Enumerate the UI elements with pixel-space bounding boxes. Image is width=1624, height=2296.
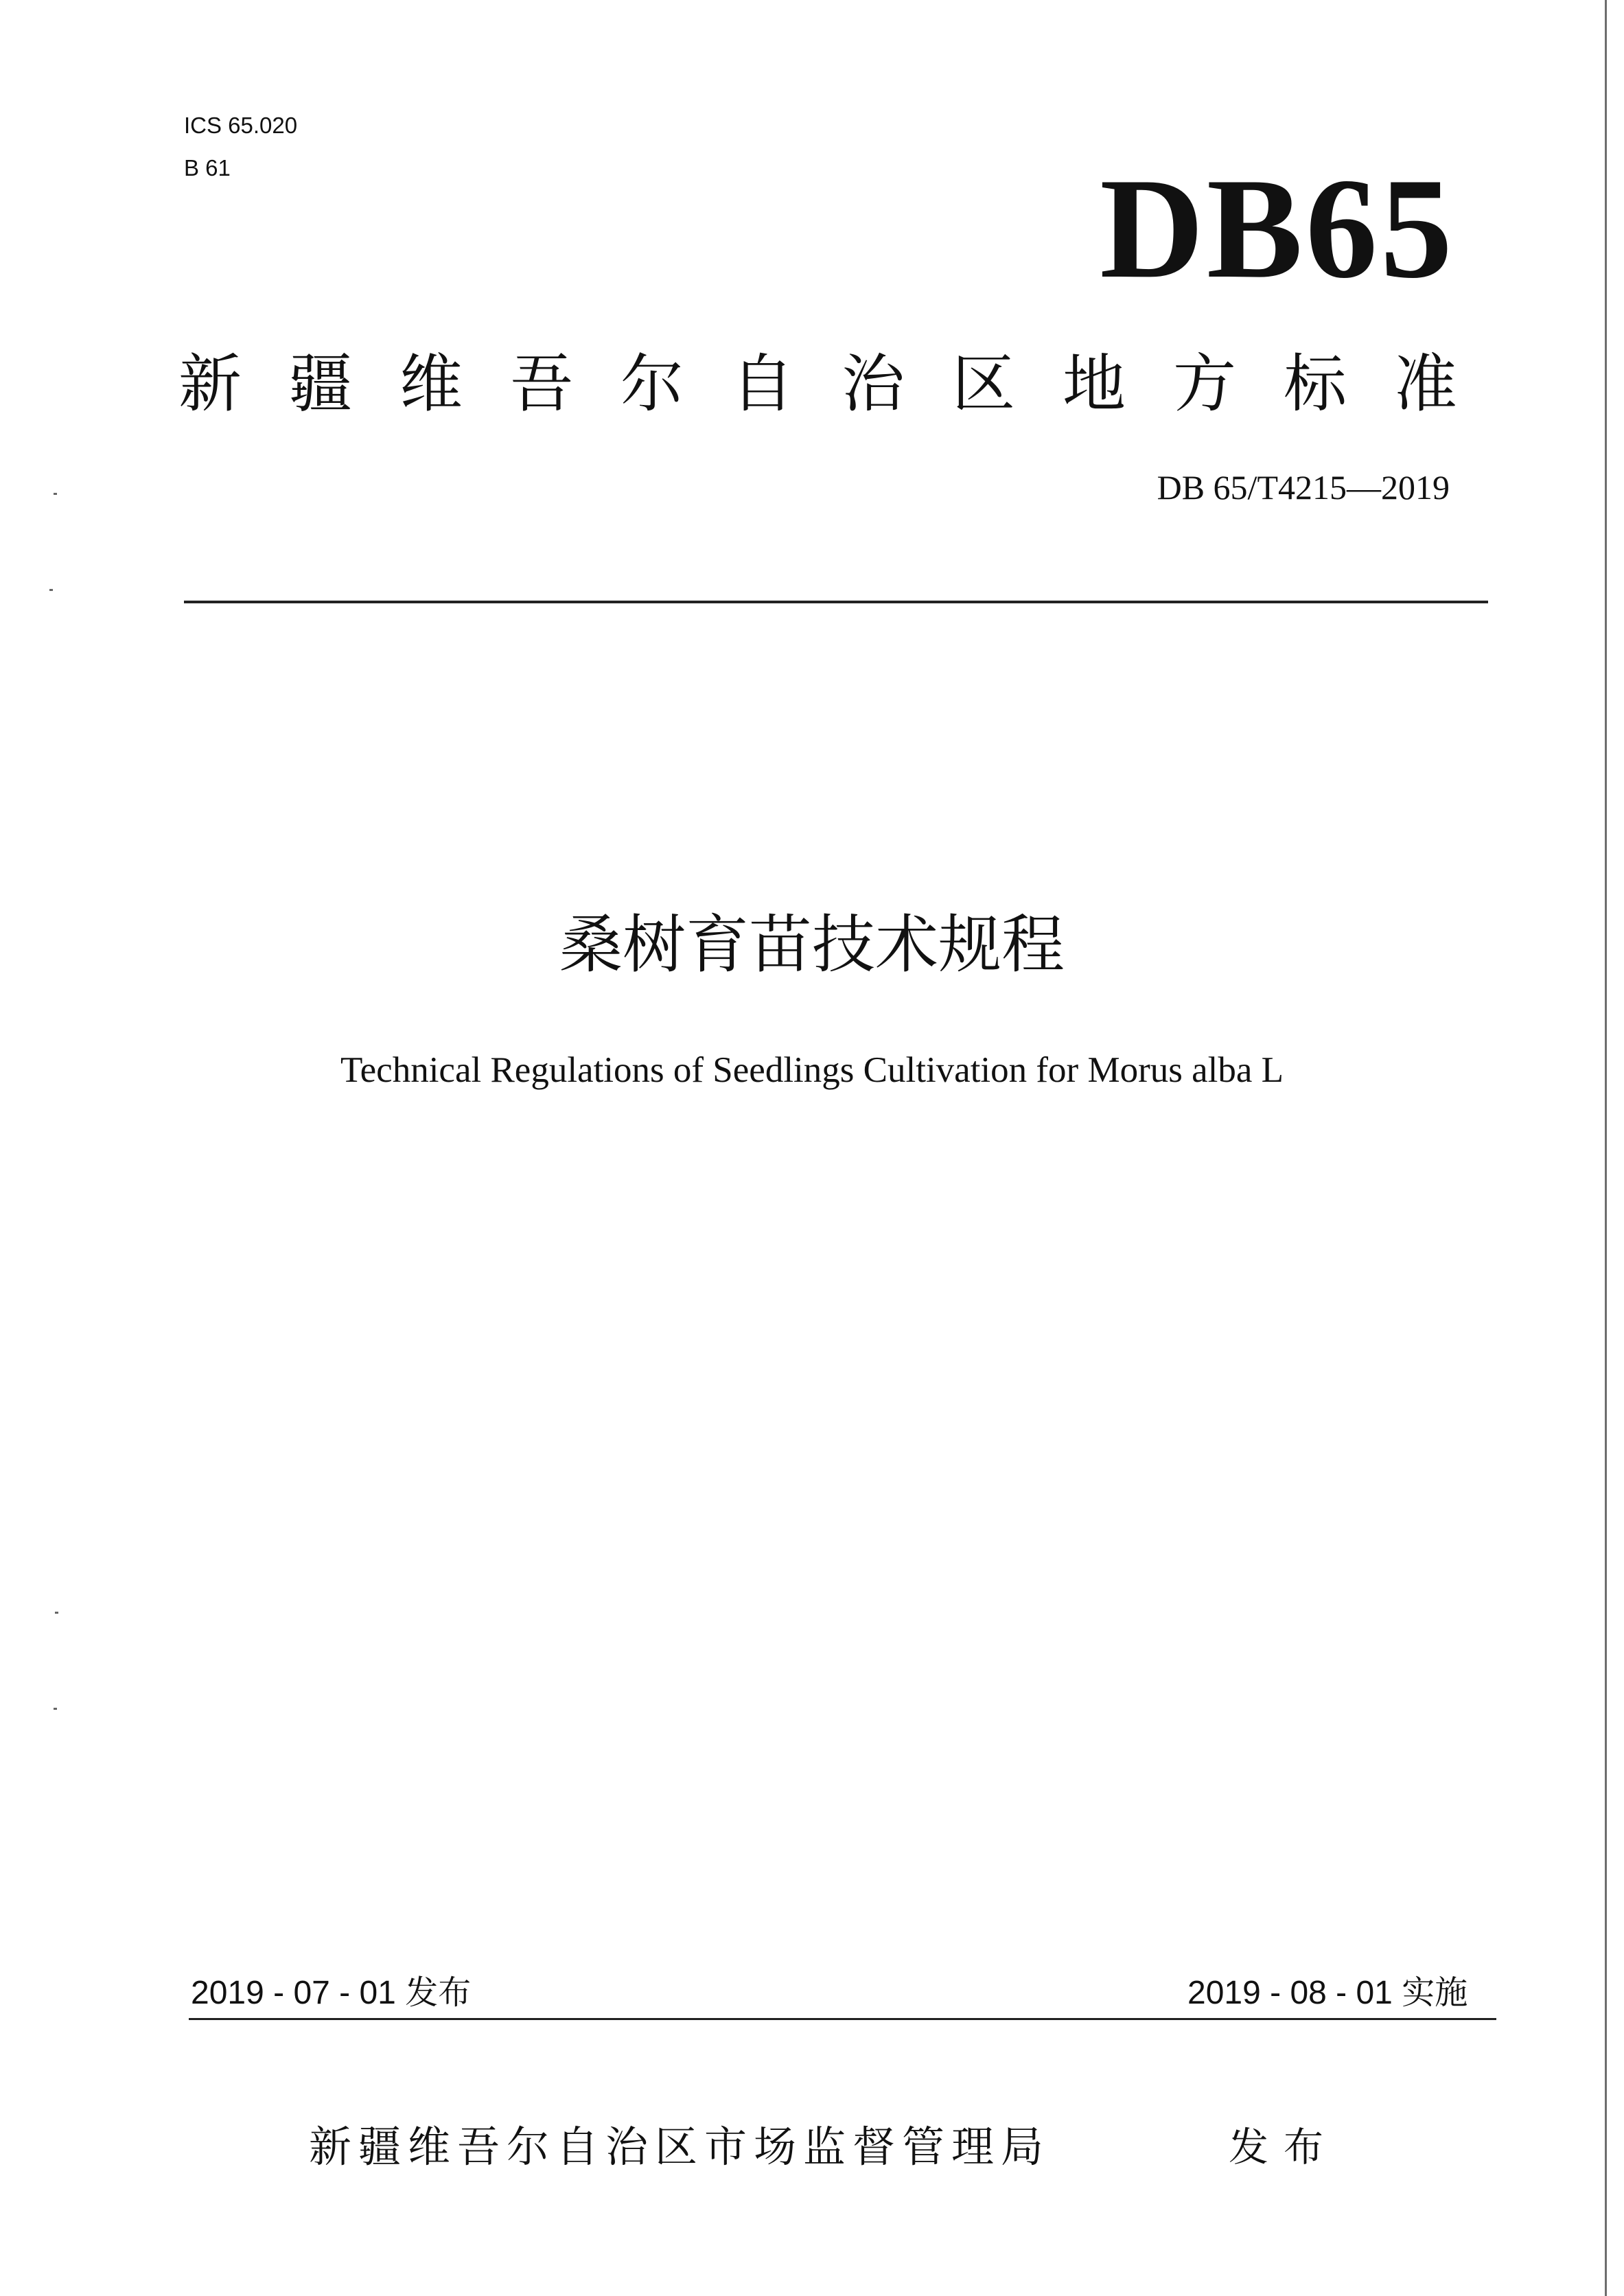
standard-number: DB 65/T4215—2019 [1157, 468, 1450, 507]
scan-speck [49, 589, 53, 591]
date-divider [189, 2018, 1496, 2020]
db65-logo: DB65 [1100, 149, 1455, 308]
standard-category: 新疆维吾尔自治区地方标准 [178, 347, 1505, 421]
document-title-chinese: 桑树育苗技术规程 [559, 908, 1065, 982]
issue-date: 2019 - 07 - 01 发布 [191, 1975, 472, 2011]
publisher-name: 新疆维吾尔自治区市场监督管理局 [309, 2122, 1051, 2172]
scan-speck [55, 1612, 58, 1614]
implementation-date: 2019 - 08 - 01 实施 [1187, 1975, 1468, 2011]
document-title-english: Technical Regulations of Seedlings Cultivation for Morus alba L [340, 1050, 1284, 1090]
publish-label: 发布 [1229, 2124, 1339, 2170]
header-divider [184, 601, 1488, 603]
page-edge [1605, 0, 1607, 2296]
ccs-code: B 61 [184, 155, 231, 181]
classification-block [184, 104, 297, 189]
scan-speck [54, 1708, 57, 1710]
scan-speck [54, 493, 57, 495]
ics-code: ICS 65.020 [184, 113, 298, 138]
